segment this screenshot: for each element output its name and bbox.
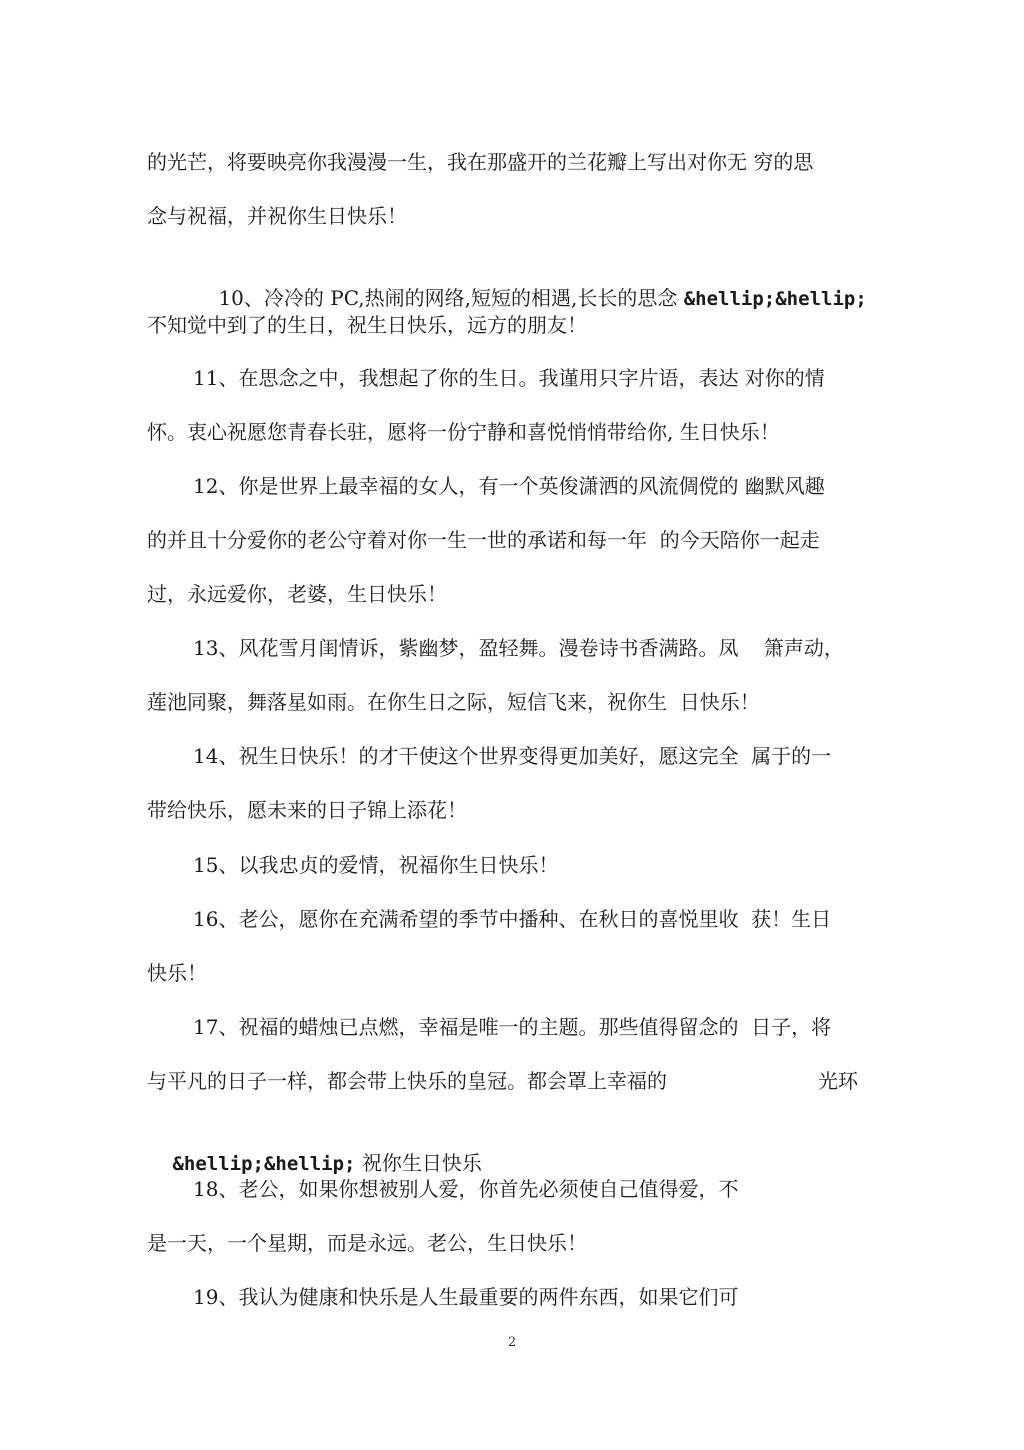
text-line: 的并且十分爱你的老公守着对你一生一世的承诺和每一年 的今天陪你一起走 [147, 528, 820, 552]
text-line: 念与祝福，并祝你生日快乐！ [147, 204, 407, 228]
text-line: 快乐！ [147, 961, 207, 985]
text-line: 是一天，一个星期，而是永远。老公，生日快乐！ [147, 1231, 587, 1255]
text-line: 14、祝生日快乐！的才干使这个世界变得更加美好，愿这完全 属于的一 [193, 744, 832, 768]
text-line: 与平凡的日子一样，都会带上快乐的皇冠。都会罩上幸福的 [147, 1069, 667, 1093]
text-line: 12、你是世界上最幸福的女人，有一个英俊潇洒的风流倜傥的 幽默风趣 [193, 474, 825, 498]
text-line: 的光芒，将要映亮你我漫漫一生，我在那盛开的兰花瓣上写出对你无 穷的思 [147, 150, 814, 174]
text-line: 莲池同聚，舞落星如雨。在你生日之际，短信飞来，祝你生 日快乐！ [147, 690, 760, 714]
text-line: 不知觉中到了的生日，祝生日快乐，远方的朋友！ [147, 313, 587, 337]
text-segment: 10、冷冷的 PC,热闹的网络,短短的相遇,长长的思念 [218, 286, 684, 310]
text-line: 光环 [818, 1069, 858, 1093]
page-number: 2 [507, 1335, 517, 1350]
text-line: 13、风花雪月闺情诉，紫幽梦，盈轻舞。漫卷诗书香满路。凤 箫声动， [193, 636, 844, 660]
text-line: 过，永远爱你，老婆，生日快乐！ [147, 582, 447, 606]
entity-text: &hellip;&hellip; [683, 288, 867, 310]
text-line: 怀。衷心祝愿您青春长驻，愿将一份宁静和喜悦悄悄带给你, 生日快乐！ [147, 420, 780, 444]
text-line: 带给快乐，愿未来的日子锦上添花！ [147, 798, 467, 822]
text-line: 18、老公，如果你想被别人爱，你首先必须使自己值得爱，不 [193, 1177, 739, 1201]
text-line: 16、老公，愿你在充满希望的季节中播种、在秋日的喜悦里收 获！生日 [193, 907, 832, 931]
text-line: 19、我认为健康和快乐是人生最重要的两件东西，如果它们可 [193, 1285, 739, 1309]
entity-text: &hellip;&hellip; [172, 1153, 356, 1175]
text-line: 11、在思念之中，我想起了你的生日。我谨用只字片语，表达 对你的情 [193, 366, 825, 390]
text-line: 15、以我忠贞的爱情，祝福你生日快乐！ [193, 853, 559, 877]
text-segment: 祝你生日快乐 [361, 1151, 482, 1175]
text-line: 17、祝福的蜡烛已点燃，幸福是唯一的主题。那些值得留念的 日子，将 [193, 1015, 832, 1039]
